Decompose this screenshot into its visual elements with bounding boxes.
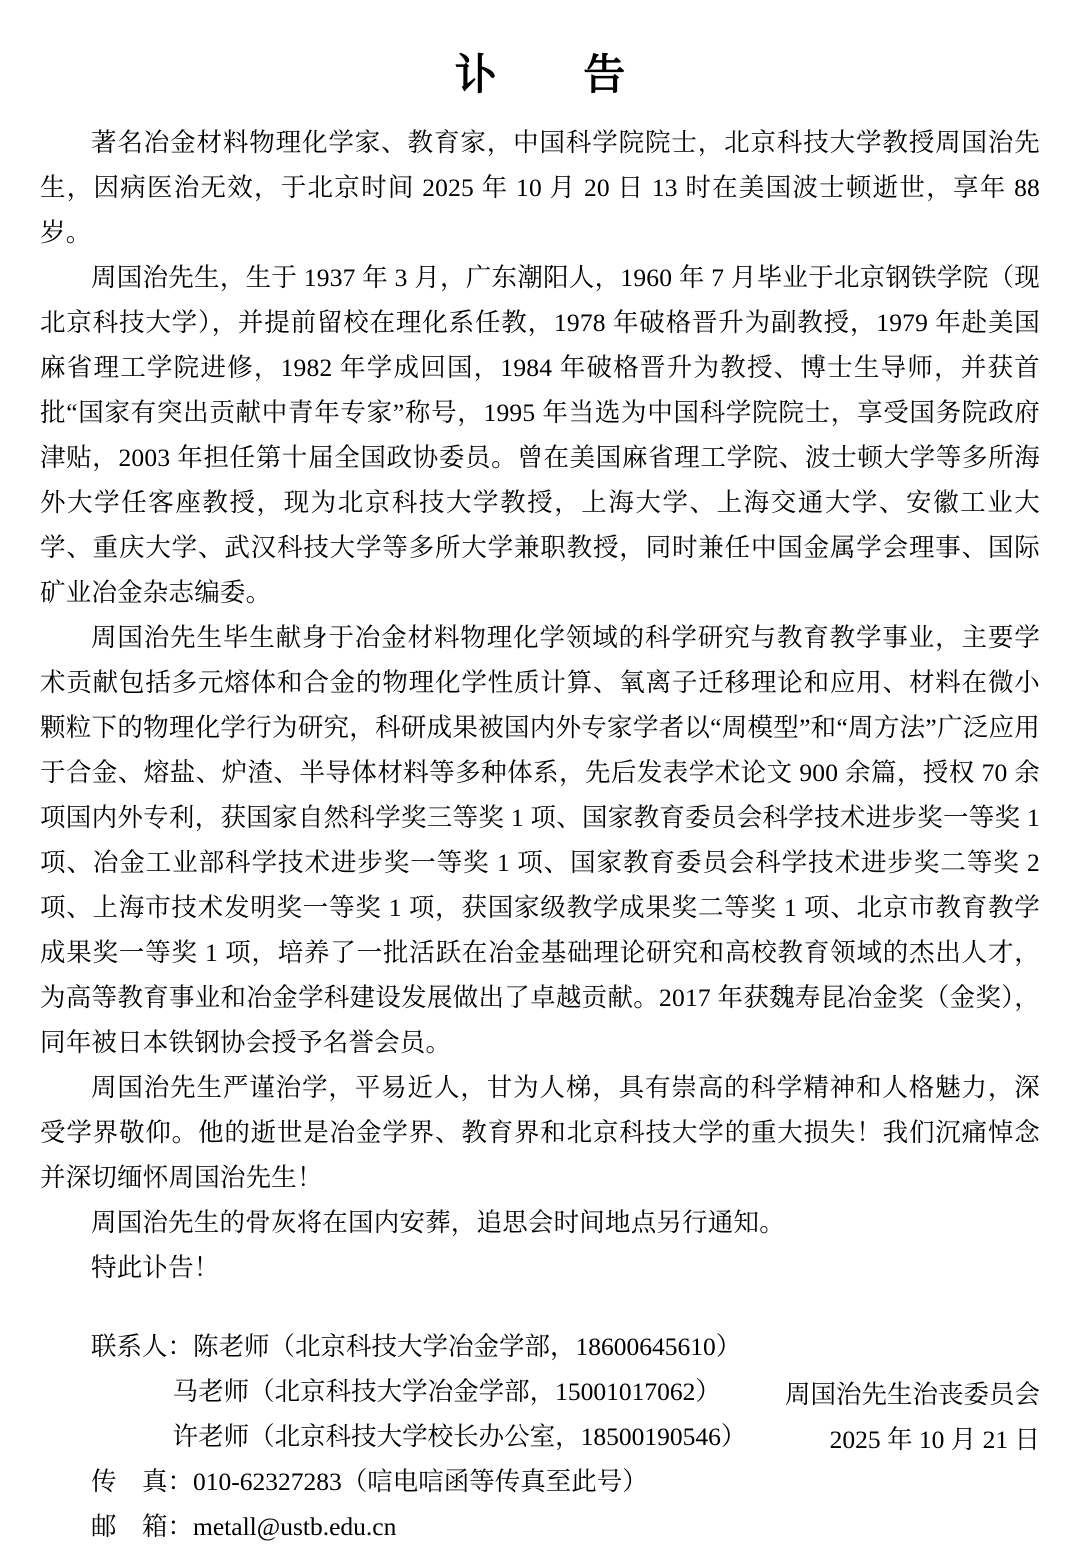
email-value[interactable]: metall@ustb.edu.cn — [193, 1512, 397, 1541]
contact-value-1: 陈老师（北京科技大学冶金学部，18600645610） — [193, 1332, 742, 1361]
paragraph-1: 著名冶金材料物理化学家、教育家，中国科学院院士，北京科技大学教授周国治先生，因病医治无效，于北京时间 2025 年 10 月 20 日 13 时在美国波士顿逝世，享年 88 岁。 — [40, 128, 1040, 247]
paragraph-2: 周国治先生，生于 1937 年 3 月，广东潮阳人，1960 年 7 月毕业于北京钢铁学院（现北京科技大学），并提前留校在理化系任教，1978 年破格晋升为副教授，1979 年赴美国麻省理工学院进修，1982 年学成回国，1984 年破格晋升为教授、博士生导师，并获首批“国家有突出贡献中青年专家”称号，1995 年当选为中国科学院院士，享受国务院政府津贴，2003 年担任第十届全国政协委员。曾在美国麻省理工学院、波士顿大学等多所海外大学任客座教授，现为北京科技大学教授，上海大学、上海交通大学、安徽工业大学、重庆大学、武汉科技大学等多所大学兼职教授，同时兼任中国金属学会理事、国际矿业冶金杂志编委。 — [40, 263, 1040, 607]
paragraph-5: 周国治先生的骨灰将在国内安葬，追思会时间地点另行通知。 — [91, 1208, 785, 1237]
document-body — [40, 120, 1040, 1290]
fax-label: 传 真： — [91, 1467, 194, 1496]
fax-row — [40, 1459, 1040, 1504]
email-label: 邮 箱： — [91, 1512, 194, 1541]
signature-date: 2025 年 10 月 21 日 — [829, 1425, 1040, 1454]
fax-value: 010-62327283（唁电唁函等传真至此号） — [193, 1467, 648, 1496]
paragraph-4: 周国治先生严谨治学，平易近人，甘为人梯，具有崇高的科学精神和人格魅力，深受学界敬仰。他的逝世是冶金学界、教育界和北京科技大学的重大损失！我们沉痛悼念并深切缅怀周国治先生！ — [40, 1073, 1040, 1192]
signature-organization: 周国治先生治丧委员会 — [784, 1380, 1040, 1409]
email-row — [40, 1504, 1040, 1549]
contact-label-1: 联系人： — [91, 1332, 194, 1361]
contact-value-2: 马老师（北京科技大学冶金学部，15001017062） — [172, 1377, 721, 1406]
paragraph-3: 周国治先生毕生献身于冶金材料物理化学领域的科学研究与教育教学事业，主要学术贡献包括多元熔体和合金的物理化学性质计算、氧离子迁移理论和应用、材料在微小颗粒下的物理化学行为研究，科研成果被国内外专家学者以“周模型”和“周方法”广泛应用于合金、熔盐、炉渣、半导体材料等多种体系，先后发表学术论文 900 余篇，授权 70 余项国内外专利，获国家自然科学奖三等奖 1 项、国家教育委员会科学技术进步奖一等奖 1 项、冶金工业部科学技术进步奖一等奖 1 项、国家教育委员会科学技术进步奖二等奖 2 项、上海市技术发明奖一等奖 1 项，获国家级教学成果奖二等奖 1 项、北京市教育教学成果奖一等奖 1 项，培养了一批活跃在冶金基础理论研究和高校教育领域的杰出人才，为高等教育事业和冶金学科建设发展做出了卓越贡献。2017 年获魏寿昆冶金奖（金奖），同年被日本铁钢协会授予名誉会员。 — [40, 623, 1040, 1057]
contact-value-3: 许老师（北京科技大学校长办公室，18500190546） — [172, 1422, 747, 1451]
paragraph-6: 特此讣告！ — [91, 1253, 220, 1282]
contact-row-1 — [40, 1324, 1040, 1369]
page-title: 讣 告 — [454, 53, 664, 99]
signature-block — [785, 1372, 1040, 1462]
